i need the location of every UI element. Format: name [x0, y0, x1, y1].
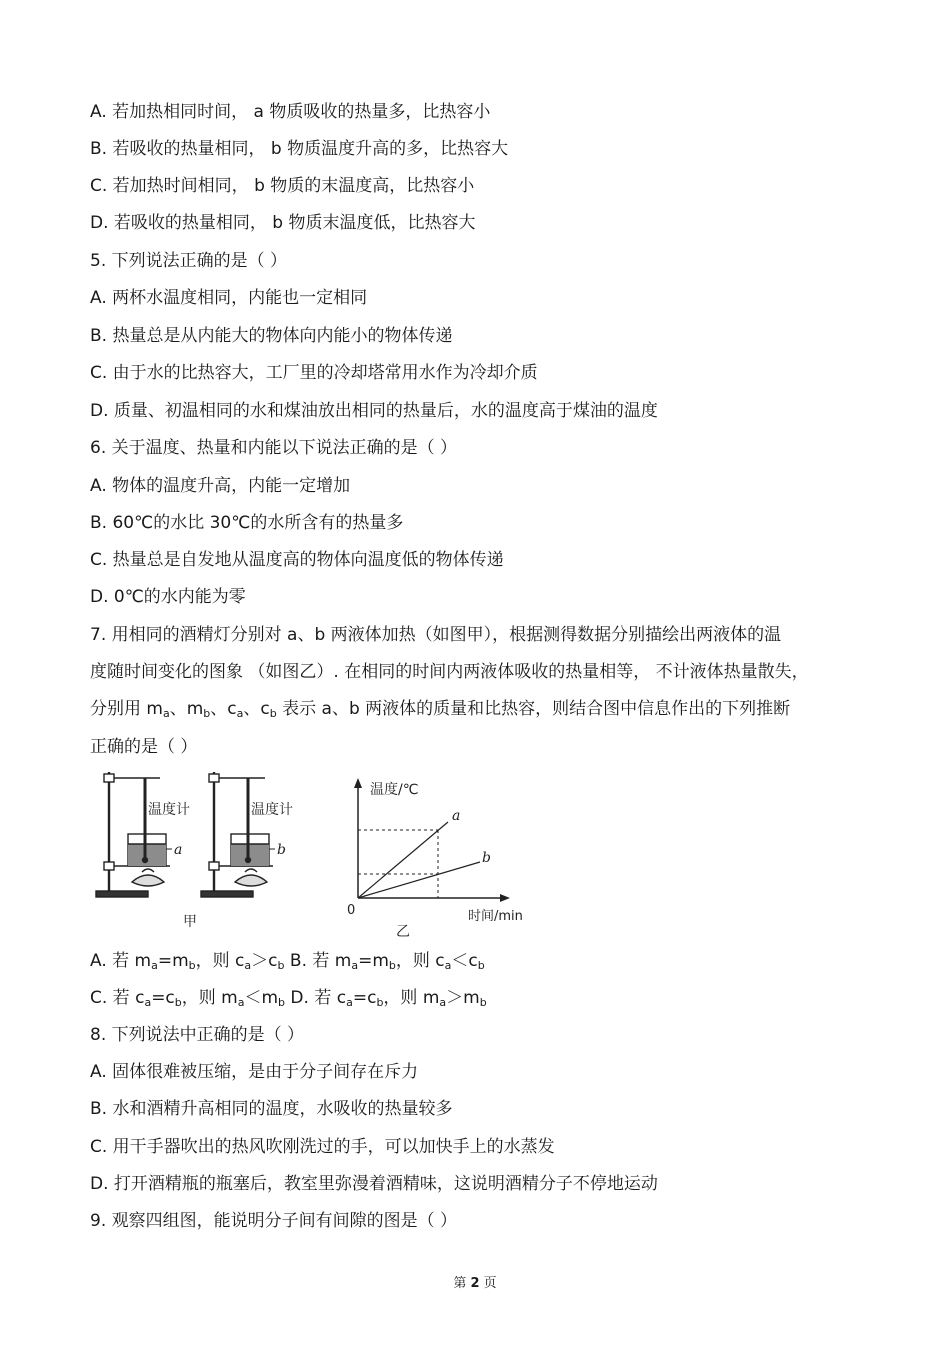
q8-option-d: D. 打开酒精瓶的瓶塞后，教室里弥漫着酒精味，这说明酒精分子不停地运动: [90, 1174, 658, 1194]
q7-figure-svg: [90, 764, 550, 944]
y-axis-arrow-icon: [354, 778, 362, 788]
liquid-b-icon: [231, 844, 269, 866]
q8-option-a: A. 固体很难被压缩，是由于分子间存在斥力: [90, 1062, 419, 1082]
page-footer: 第 2 页: [453, 1276, 497, 1291]
q8-option-b: B. 水和酒精升高相同的温度，水吸收的热量较多: [90, 1099, 453, 1119]
q7-stem-line3: 分别用 $m_a$、$m_b$、$c_a$、$c_b$ 表示 a、b 两液体的质量和比热容，则结合图中信息作出的下列推断: [90, 699, 791, 720]
graph-line-b-label: b: [482, 850, 491, 866]
stand-base-icon: [96, 891, 148, 897]
q5-stem: 5. 下列说法正确的是（ ）: [90, 251, 288, 271]
apparatus-b: [201, 772, 275, 897]
figure-caption-right: 乙: [396, 924, 410, 940]
page-number: 2: [470, 1276, 480, 1291]
liquid-label-b: b: [277, 842, 286, 858]
graph-line-b: [358, 862, 480, 898]
x-axis-arrow-icon: [500, 894, 510, 902]
q5-option-d: D. 质量、初温相同的水和煤油放出相同的热量后，水的温度高于煤油的温度: [90, 401, 658, 421]
q4-option-b: B. 若吸收的热量相同， b 物质温度升高的多，比热容大: [90, 139, 509, 159]
apparatus-a: [96, 772, 172, 897]
thermometer-label-b: 温度计: [251, 802, 293, 818]
q6-stem: 6. 关于温度、热量和内能以下说法正确的是（ ）: [90, 438, 458, 458]
q7-figure: [90, 764, 550, 944]
thermometer-label-a: 温度计: [148, 802, 190, 818]
q4-option-d: D. 若吸收的热量相同， b 物质末温度低，比热容大: [90, 213, 476, 233]
q7-options-ab: A. 若 $m_a=m_b$，则 $c_a>c_b$ B. 若 $m_a=m_b$，则 $c_a<c_b$: [90, 951, 485, 972]
q4-option-a: A. 若加热相同时间， a 物质吸收的热量多，比热容小: [90, 102, 491, 122]
graph-ylabel: 温度/℃: [370, 782, 419, 798]
q9-stem: 9. 观察四组图，能说明分子间有间隙的图是（ ）: [90, 1211, 458, 1231]
q4-option-c: C. 若加热时间相同， b 物质的末温度高，比热容小: [90, 176, 475, 196]
liquid-a-icon: [128, 844, 166, 866]
q5-option-b: B. 热量总是从内能大的物体向内能小的物体传递: [90, 326, 453, 346]
graph-origin: 0: [347, 903, 356, 918]
graph-line-a-label: a: [452, 808, 461, 824]
q5-option-c: C. 由于水的比热容大，工厂里的冷却塔常用水作为冷却介质: [90, 363, 538, 383]
clamp-ring-icon: [104, 862, 114, 870]
clamp-top-icon: [209, 774, 219, 782]
q5-option-a: A. 两杯水温度相同，内能也一定相同: [90, 288, 368, 308]
q6-option-b: B. 60℃的水比 30℃的水所含有的热量多: [90, 513, 404, 533]
alcohol-lamp-b-icon: [235, 875, 267, 886]
graph-line-a: [358, 822, 448, 898]
figure-caption-left: 甲: [183, 914, 197, 930]
q8-stem: 8. 下列说法中正确的是（ ）: [90, 1025, 305, 1045]
q6-option-a: A. 物体的温度升高，内能一定增加: [90, 476, 351, 496]
q6-option-d: D. 0℃的水内能为零: [90, 587, 246, 607]
liquid-label-a: a: [174, 842, 183, 858]
graph-xlabel: 时间/min: [468, 909, 523, 924]
q7-stem-line4: 正确的是（ ）: [90, 737, 198, 757]
q7-stem-line2: 度随时间变化的图象 （如图乙）. 在相同的时间内两液体吸收的热量相等， 不计液体热量散失，: [90, 662, 809, 682]
alcohol-lamp-a-icon: [132, 875, 164, 886]
q6-option-c: C. 热量总是自发地从温度高的物体向温度低的物体传递: [90, 550, 504, 570]
q7-options-cd: C. 若 $c_a=c_b$，则 $m_a<m_b$ D. 若 $c_a=c_b$，则 $m_a>m_b$: [90, 988, 487, 1009]
clamp-top-icon: [104, 774, 114, 782]
stand-base-icon: [201, 891, 253, 897]
q7-stem-line1: 7. 用相同的酒精灯分别对 a、b 两液体加热（如图甲），根据测得数据分别描绘出两液体的温: [90, 625, 782, 645]
q8-option-c: C. 用干手器吹出的热风吹刚洗过的手，可以加快手上的水蒸发: [90, 1137, 555, 1157]
clamp-ring-icon: [209, 862, 219, 870]
